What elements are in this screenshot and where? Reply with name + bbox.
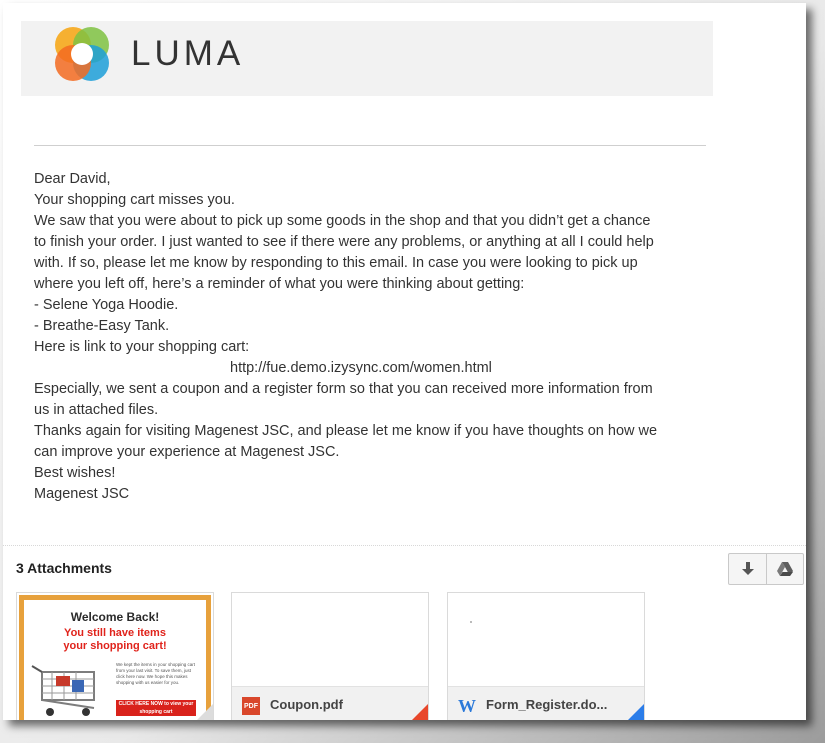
message-line: We saw that you were about to pick up some goods in the shop and that you didn’t get a chance [34, 213, 651, 229]
attachment-footer [232, 686, 428, 720]
google-drive-icon [776, 561, 794, 577]
attachments-actions [728, 553, 804, 585]
cart-item-line: - Breathe-Easy Tank. [34, 318, 170, 334]
preview-subtitle-line: your shopping cart! [63, 640, 167, 652]
cart-item-line: - Selene Yoga Hoodie. [34, 297, 179, 313]
message-line: Thanks again for visiting Magenest JSC, and please let me know if you have thoughts on how we [34, 423, 658, 439]
message-line: with. If so, please let me know by responding to this email. In case you were looking to pick up [34, 255, 638, 271]
attachment-footer [448, 686, 644, 720]
preview-subtitle [24, 627, 206, 653]
brand-name: LUMA [131, 34, 245, 73]
message-line: Here is link to your shopping cart: [34, 339, 250, 355]
download-all-button[interactable] [729, 554, 766, 584]
attachment-file-name: Form_Register.do... [486, 697, 608, 712]
attachment-form-register-doc[interactable] [447, 592, 645, 720]
download-icon [741, 561, 755, 577]
save-to-drive-button[interactable] [766, 554, 803, 584]
pdf-icon: PDF [242, 697, 260, 715]
tile-corner [191, 704, 213, 720]
preview-body-text: We kept the items in your shopping cart from your last visit. To save them, just click here now. We hope this makes shopping with us easier for you. [116, 662, 195, 685]
word-icon: W [458, 695, 476, 716]
shopping-cart-icon [28, 662, 110, 720]
word-corner-fold [622, 704, 644, 720]
message-line: where you left off, here’s a reminder of what you were thinking about getting: [34, 276, 525, 292]
email-window [3, 3, 806, 720]
greeting-line: Dear David, [34, 171, 111, 187]
attachment-coupon-pdf[interactable] [231, 592, 429, 720]
signoff-line: Best wishes! [34, 465, 116, 481]
message-line: to finish your order. I just wanted to see if there were any problems, or anything at all I could help [34, 234, 654, 250]
email-message-body [34, 169, 714, 505]
message-line: Your shopping cart misses you. [34, 192, 235, 208]
attachment-image[interactable] [16, 592, 214, 720]
pdf-corner-fold [406, 704, 428, 720]
message-line: Especially, we sent a coupon and a register form so that you can received more information from [34, 381, 653, 397]
header-divider [34, 145, 706, 146]
preview-cta: CLICK HERE NOW to view your shopping cart [116, 700, 196, 716]
doc-preview-speck [470, 621, 472, 623]
cart-link[interactable]: http://fue.demo.izysync.com/women.html [230, 360, 492, 376]
attachments-separator [3, 545, 806, 546]
email-header-banner [21, 21, 713, 96]
luma-logo-icon [51, 23, 113, 85]
preview-subtitle-line: You still have items [64, 627, 166, 639]
message-line: us in attached files. [34, 402, 159, 418]
signature-line: Magenest JSC [34, 486, 130, 502]
message-line: can improve your experience at Magenest JSC. [34, 444, 340, 460]
preview-title: Welcome Back! [70, 610, 160, 624]
attachments-title: 3 Attachments [16, 560, 112, 576]
attachment-file-name: Coupon.pdf [270, 697, 343, 712]
welcome-back-preview-image [19, 595, 211, 720]
